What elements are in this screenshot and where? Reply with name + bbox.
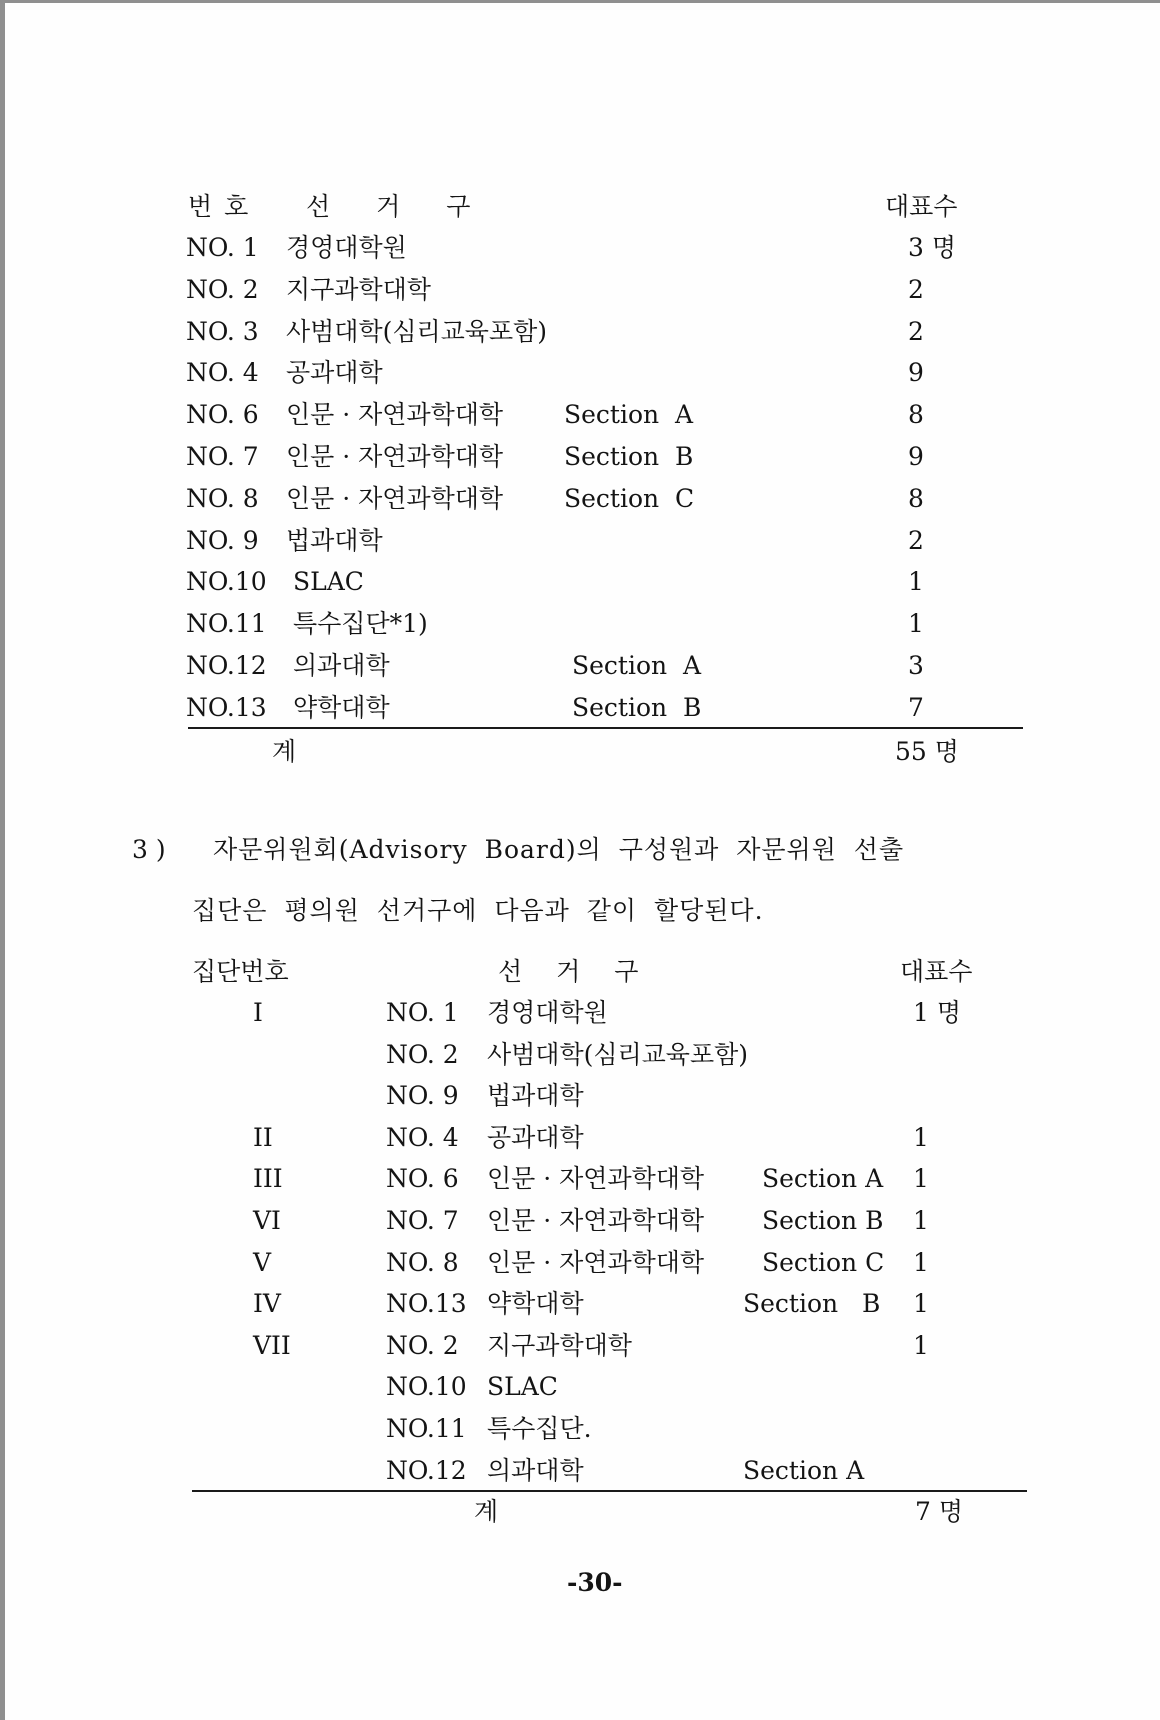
row-district: 공과대학 <box>487 1122 584 1152</box>
row-section: Section A <box>564 400 694 430</box>
row-reps: 2 <box>908 274 924 304</box>
row-reps: 1 <box>913 1289 929 1319</box>
row-reps: 2 <box>908 316 924 346</box>
table2-total-rule <box>192 1490 1027 1492</box>
row-section: Section B <box>564 442 694 471</box>
row-number: NO.13 <box>186 692 267 722</box>
row-number: NO. 9 <box>386 1081 459 1111</box>
row-reps: 8 <box>908 483 924 513</box>
table2-total-value: 7 명 <box>915 1497 964 1526</box>
paragraph-line-2: 집단은 평의원 선거구에 다음과 같이 할당된다. <box>192 896 764 925</box>
row-number: NO. 1 <box>386 998 459 1027</box>
row-reps: 8 <box>908 400 924 430</box>
row-district: SLAC <box>487 1372 558 1402</box>
table2-header-reps: 대표수 <box>900 957 973 986</box>
row-number: NO. 4 <box>186 358 259 388</box>
row-number: NO. 1 <box>186 233 259 262</box>
row-district: 경영대학원 <box>286 233 407 262</box>
table1-total-rule <box>188 727 1023 729</box>
row-district: 의과대학 <box>487 1455 584 1485</box>
row-reps: 7 <box>908 692 924 722</box>
row-number: NO. 7 <box>386 1206 459 1235</box>
row-number: NO. 2 <box>386 1039 459 1069</box>
row-number: NO.13 <box>386 1289 467 1319</box>
row-section: Section B <box>743 1289 881 1319</box>
row-section: Section C <box>762 1247 885 1277</box>
row-group: IV <box>253 1289 281 1319</box>
table2-header-group: 집단번호 <box>192 957 289 986</box>
row-district: 특수집단*1) <box>293 609 428 639</box>
row-group: V <box>253 1247 272 1277</box>
row-reps: 1 <box>908 567 924 597</box>
row-reps: 1 명 <box>913 998 962 1027</box>
row-group: VII <box>253 1330 291 1360</box>
table1-header-no: 번 호 <box>188 192 251 221</box>
row-district: 지구과학대학 <box>286 274 431 304</box>
row-district: 인문 · 자연과학대학 <box>487 1206 705 1235</box>
row-reps: 1 <box>913 1247 929 1277</box>
row-reps: 3 <box>908 651 924 680</box>
row-district: 인문 · 자연과학대학 <box>286 483 504 513</box>
row-section: Section B <box>572 692 702 722</box>
row-group: III <box>253 1164 283 1194</box>
row-number: NO.10 <box>186 567 267 597</box>
paragraph-line-1: 자문위원회(Advisory Board)의 구성원과 자문위원 선출 <box>213 835 905 864</box>
table2-total-label: 계 <box>474 1497 499 1526</box>
row-district: 인문 · 자연과학대학 <box>286 400 504 430</box>
row-district: 법과대학 <box>286 525 383 555</box>
row-number: NO.11 <box>386 1414 467 1443</box>
row-section: Section A <box>572 651 702 680</box>
row-section: Section C <box>564 483 695 513</box>
row-reps: 1 <box>913 1206 929 1235</box>
row-reps: 9 <box>908 442 924 471</box>
table2-header-district: 선 거 구 <box>498 957 641 986</box>
row-number: NO. 8 <box>386 1247 459 1277</box>
row-reps: 1 <box>913 1164 929 1194</box>
row-number: NO. 7 <box>186 442 259 471</box>
row-group: VI <box>253 1206 281 1235</box>
row-district: 사범대학(심리교육포함) <box>487 1039 749 1069</box>
row-section: Section B <box>762 1206 884 1235</box>
row-section: Section A <box>762 1164 884 1194</box>
row-group: II <box>253 1122 273 1152</box>
row-reps: 3 명 <box>908 233 957 262</box>
row-district: 경영대학원 <box>487 998 608 1027</box>
row-district: 사범대학(심리교육포함) <box>286 316 548 346</box>
row-district: 인문 · 자연과학대학 <box>487 1247 705 1277</box>
row-reps: 1 <box>908 609 924 639</box>
row-district: 공과대학 <box>286 358 383 388</box>
row-number: NO. 4 <box>386 1122 459 1152</box>
row-number: NO.12 <box>386 1455 467 1485</box>
row-district: 지구과학대학 <box>487 1330 632 1360</box>
row-district: 특수집단. <box>487 1414 592 1443</box>
row-group: I <box>253 998 263 1027</box>
row-number: NO.11 <box>186 609 267 639</box>
table1-header-district: 선 거 구 <box>306 192 473 221</box>
row-reps: 9 <box>908 358 924 388</box>
row-reps: 1 <box>913 1122 929 1152</box>
row-district: 약학대학 <box>487 1289 584 1319</box>
row-district: 의과대학 <box>293 651 390 680</box>
page-border-top <box>0 0 1160 3</box>
row-district: SLAC <box>293 567 364 597</box>
row-district: 약학대학 <box>293 692 390 722</box>
row-district: 인문 · 자연과학대학 <box>286 442 504 471</box>
table1-header-reps: 대표수 <box>885 192 958 221</box>
row-number: NO. 8 <box>186 483 259 513</box>
row-number: NO. 9 <box>186 525 259 555</box>
table1-total-value: 55 명 <box>895 737 959 766</box>
row-district: 인문 · 자연과학대학 <box>487 1164 705 1194</box>
row-reps: 1 <box>913 1330 929 1360</box>
row-number: NO. 3 <box>186 316 259 346</box>
row-district: 법과대학 <box>487 1081 584 1111</box>
row-reps: 2 <box>908 525 924 555</box>
row-number: NO.12 <box>186 651 267 680</box>
row-number: NO. 2 <box>186 274 259 304</box>
row-number: NO.10 <box>386 1372 467 1402</box>
row-number: NO. 6 <box>386 1164 459 1194</box>
page-number: -30- <box>567 1568 623 1597</box>
row-number: NO. 6 <box>186 400 259 430</box>
page-border-left <box>0 0 5 1720</box>
table1-total-label: 계 <box>272 737 297 766</box>
row-section: Section A <box>743 1455 865 1485</box>
row-number: NO. 2 <box>386 1330 459 1360</box>
paragraph-number: 3 ) <box>132 835 166 864</box>
